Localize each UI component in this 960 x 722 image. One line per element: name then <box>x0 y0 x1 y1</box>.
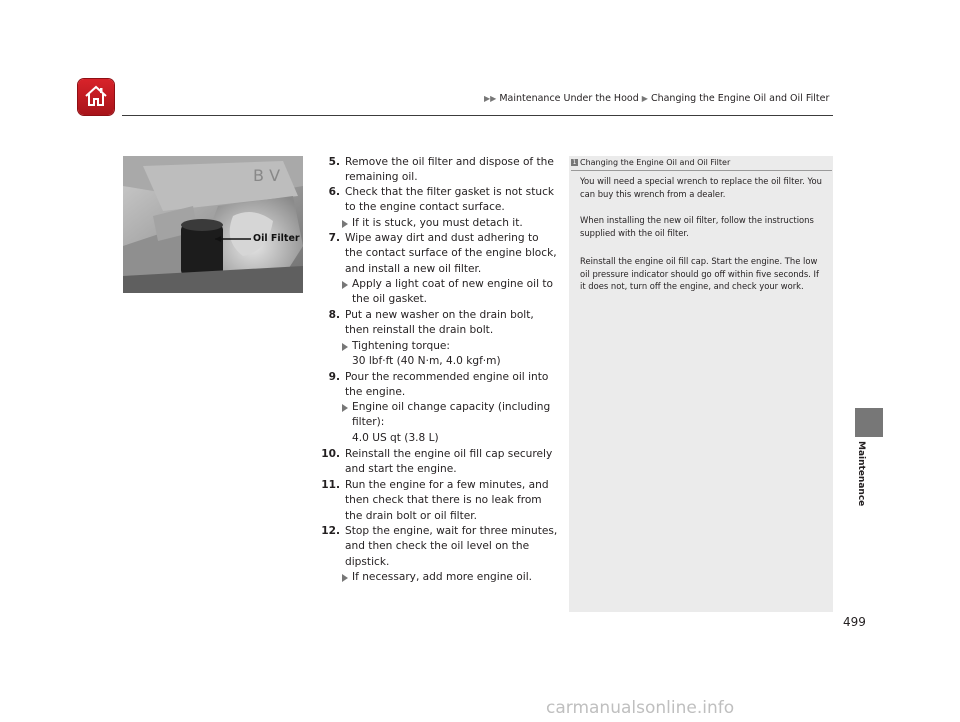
page-number: 499 <box>843 615 866 629</box>
home-button[interactable] <box>78 79 114 115</box>
sidebar-rule <box>571 170 832 171</box>
sidebar-para-3: Reinstall the engine oil fill cap. Start the engine. The low oil pressure indicator should go off within five seconds. If it does not, turn off the engine, and check your work. <box>580 256 819 292</box>
note-arrow-icon <box>342 220 348 228</box>
note-arrow-icon <box>342 574 348 582</box>
svg-text:B V: B V <box>253 166 281 185</box>
home-icon <box>83 83 109 109</box>
oil-filter-photo <box>123 156 303 293</box>
section-tab-label[interactable]: Maintenance <box>856 441 866 507</box>
breadcrumb-arrow-icon: ▶ <box>641 94 648 103</box>
breadcrumb-current: Changing the Engine Oil and Oil Filter <box>650 93 830 104</box>
sidebar-para-1: You will need a special wrench to replace the oil filter. You can buy this wrench from a dealer. <box>580 176 822 199</box>
sidebar-heading: 1 Changing the Engine Oil and Oil Filter <box>572 158 731 167</box>
header-rule <box>122 115 833 116</box>
oil-filter-label: Oil Filter <box>253 233 300 244</box>
section-tab-marker[interactable] <box>855 408 883 437</box>
step-8-torque-value: 30 lbf·ft (40 N·m, 4.0 kgf·m) <box>352 355 501 367</box>
breadcrumb-link-maintenance[interactable]: Maintenance Under the Hood <box>499 93 639 104</box>
reference-marker-icon: 1 <box>572 159 577 166</box>
note-arrow-icon <box>342 404 348 412</box>
sidebar-para-2: When installing the new oil filter, follow the instructions supplied with the oil filter. <box>580 215 814 238</box>
breadcrumb-arrow-icon: ▶▶ <box>484 94 497 103</box>
step-9-capacity-value: 4.0 US qt (3.8 L) <box>352 432 439 444</box>
note-arrow-icon <box>342 281 348 289</box>
breadcrumb <box>484 93 829 104</box>
note-arrow-icon <box>342 343 348 351</box>
watermark: carmanualsonline.info <box>546 698 735 718</box>
